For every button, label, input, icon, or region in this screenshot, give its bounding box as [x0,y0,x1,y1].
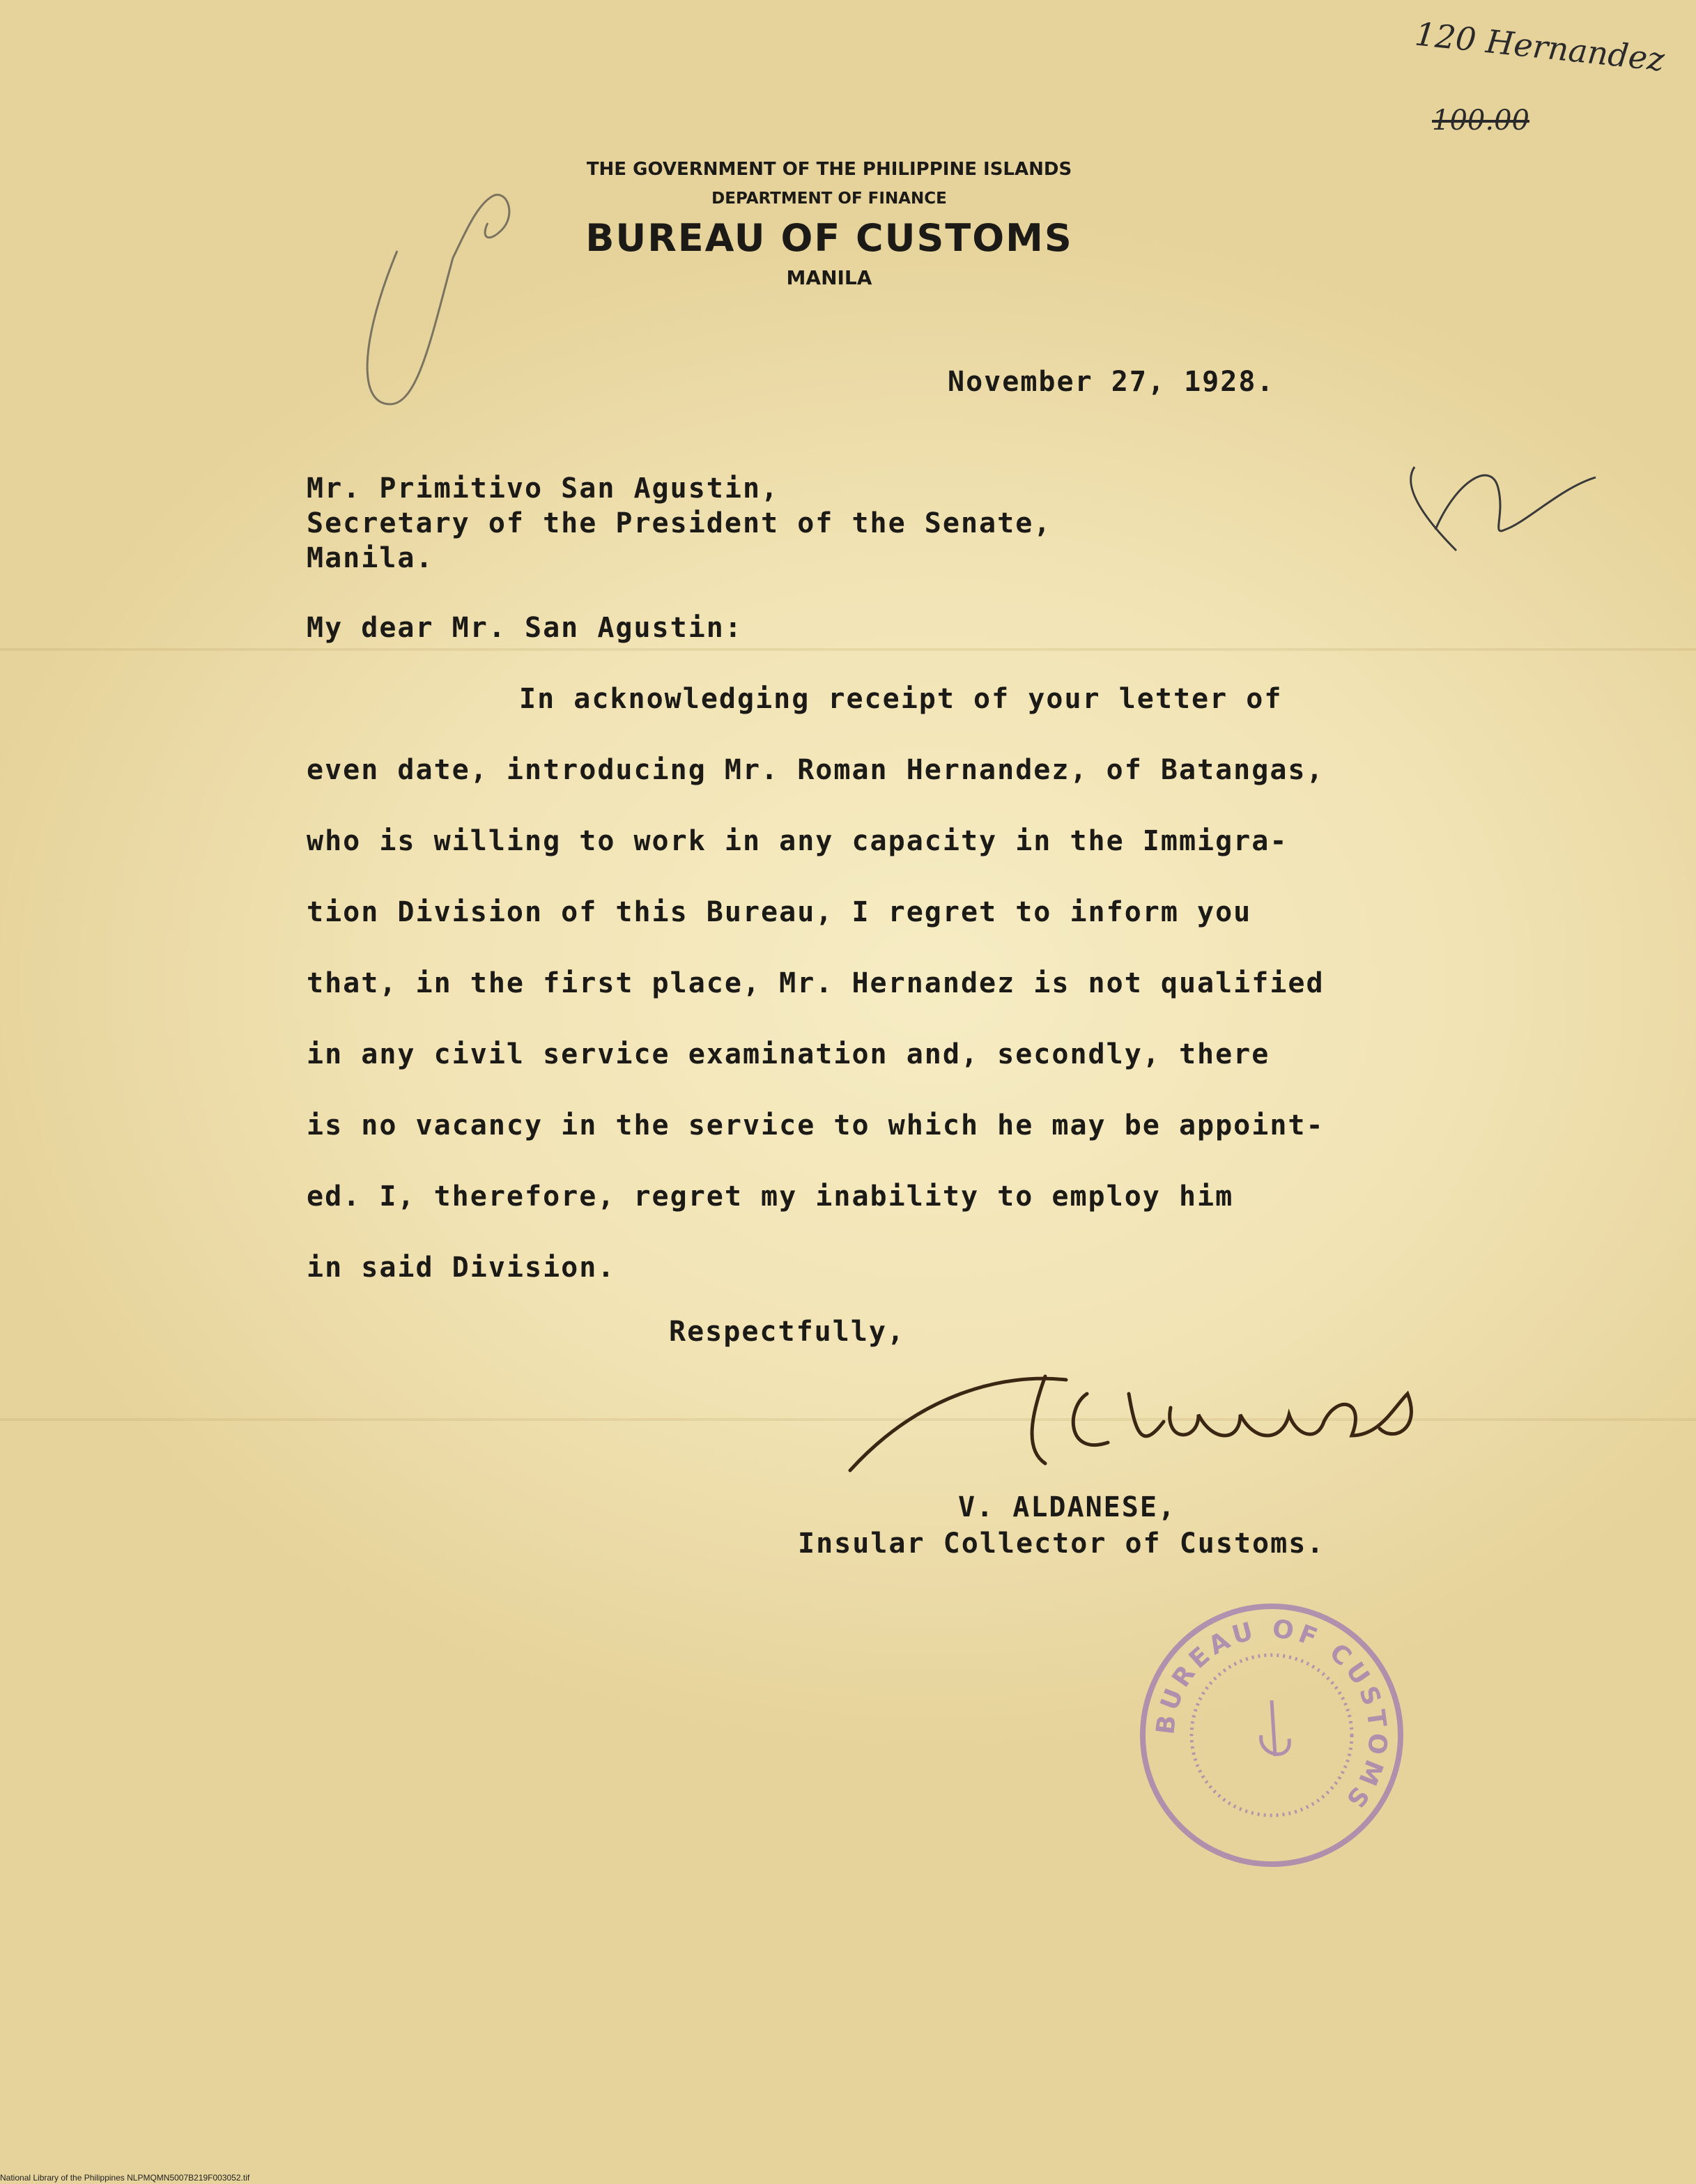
signer-title: Insular Collector of Customs. [798,1528,1325,1560]
recipient-name: Mr. Primitivo San Agustin, [307,472,780,505]
body-line: in any civil service examination and, secondly, there [307,1038,1270,1070]
signer-name: V. ALDANESE, [958,1491,1176,1523]
letterhead-city: MANILA [786,266,872,289]
fold-line [0,648,1696,651]
struck-amount: 100.00 [1432,105,1529,137]
letterhead-bureau: BUREAU OF CUSTOMS [585,216,1073,260]
body-line: In acknowledging receipt of your letter of [519,683,1283,715]
archive-footer: National Library of the Philippines NLPMQMN5007B219F003052.tif [0,2173,250,2183]
handwritten-check-mark [1387,446,1610,571]
body-line: ed. I, therefore, regret my inability to employ him [307,1181,1234,1213]
body-line: tion Division of this Bureau, I regret to inform you [307,896,1252,928]
handwritten-note: 120 Hernandez [1413,15,1667,79]
body-line: who is willing to work in any capacity in the Immigra- [307,825,1288,857]
body-line: that, in the first place, Mr. Hernandez is not qualified [307,967,1325,999]
recipient-city: Manila. [307,542,434,574]
letterhead-government: THE GOVERNMENT OF THE PHILIPPINE ISLANDS [586,159,1072,180]
letterhead-department: DEPARTMENT OF FINANCE [711,190,947,208]
recipient-title: Secretary of the President of the Senate, [307,507,1052,539]
body-line: in said Division. [307,1252,616,1284]
customs-stamp [1132,1596,1411,1875]
body-line: even date, introducing Mr. Roman Hernandez, of Batangas, [307,754,1325,786]
closing: Respectfully, [669,1316,906,1348]
handwritten-signature [836,1352,1519,1491]
stamp-text: BUREAU OF CUSTOMS [1151,1615,1392,1817]
body-line: is no vacancy in the service to which he may be appoint- [307,1109,1325,1141]
letter-date: November 27, 1928. [948,366,1275,398]
salutation: My dear Mr. San Agustin: [307,612,743,644]
